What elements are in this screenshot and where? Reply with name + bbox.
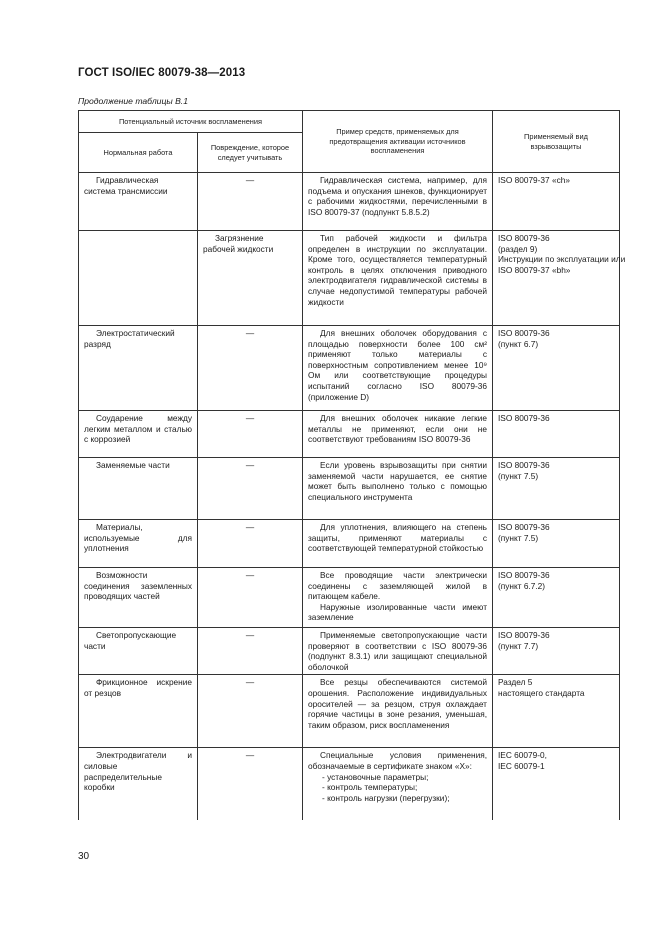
damage-cell: — <box>198 458 303 520</box>
table-row <box>79 748 620 820</box>
table-row <box>79 173 620 231</box>
prevention-means-cell: Гидравлическая система, например, для подъема и опускания шнеков, функционирует с рабочими жидкостями, перечисленными в ISO 80079-37 (подпункт 5.8.5.2) <box>303 173 493 231</box>
header-damage: Повреждение, которое следует учитывать <box>198 133 303 173</box>
damage-cell: — <box>198 568 303 628</box>
damage-cell: — <box>198 628 303 675</box>
ignition-sources-table <box>78 110 626 820</box>
page-number: 30 <box>78 851 90 862</box>
document-title: ГОСТ ISO/IEC 80079-38—2013 <box>78 67 246 79</box>
prevention-means-cell: Все резцы обеспечиваются системой орошения. Расположение индивидуальных оросителей — за резцом, струя охлаждает горячие частицы в зоне резания, уменьшая, таким образом, риск воспламенения <box>303 675 493 748</box>
protection-type-cell: ISO 80079-36 (пункт 6.7.2) <box>493 568 620 628</box>
prevention-means-cell: Для внешних оболочек никакие легкие металлы не применяют, если они не соответствуют требованиям ISO 80079-36 <box>303 411 493 458</box>
damage-cell: — <box>198 748 303 820</box>
conditions-list <box>308 772 487 804</box>
damage-cell: Загрязнение рабочей жидкости <box>198 231 303 326</box>
damage-cell: — <box>198 173 303 231</box>
normal-operation-cell: Возможности соединения заземленных проводящих частей <box>79 568 198 628</box>
prevention-means-cell <box>303 748 493 820</box>
list-item: - контроль нагрузки (перегрузки); <box>322 793 487 804</box>
protection-type-cell: ISO 80079-36 (пункт 7.5) <box>493 458 620 520</box>
prevention-means-cell: Тип рабочей жидкости и фильтра определен в инструкции по эксплуатации. Кроме того, осуществляется температурный контроль в целях отключения приводного электродвигателя гидравлической системы в случае недопустимой температуры рабочей жидкости <box>303 231 493 326</box>
header-protection-type: Применяемый вид взрывозащиты <box>493 111 620 173</box>
list-item: - установочные параметры; <box>322 772 487 783</box>
normal-operation-cell: Заменяемые части <box>79 458 198 520</box>
header-prevention-means: Пример средств, применяемых для предотвращения активации источников воспламенения <box>303 111 493 173</box>
table-row <box>79 326 620 411</box>
protection-type-cell: Раздел 5 настоящего стандарта <box>493 675 620 748</box>
normal-operation-cell: Фрикционное искрение от резцов <box>79 675 198 748</box>
protection-type-cell: ISO 80079-36 (раздел 9) Инструкции по эксплуатации или ISO 80079-37 «bh» <box>493 231 620 326</box>
normal-operation-cell: Материалы, используемые для уплотнения <box>79 520 198 568</box>
protection-type-cell: ISO 80079-37 «ch» <box>493 173 620 231</box>
table-row <box>79 411 620 458</box>
table-row <box>79 231 620 326</box>
prevention-means-text: Специальные условия применения, обозначаемые в сертификате знаком «Х»: <box>308 750 487 771</box>
normal-operation-cell: Светопропускающие части <box>79 628 198 675</box>
prevention-means-extra: Наружные изолированные части имеют заземление <box>308 601 487 623</box>
list-item: - контроль температуры; <box>322 782 487 793</box>
table-caption: Продолжение таблицы В.1 <box>78 96 188 106</box>
damage-cell: — <box>198 411 303 458</box>
normal-operation-cell <box>79 231 198 326</box>
table-row <box>79 628 620 675</box>
damage-cell: — <box>198 326 303 411</box>
prevention-means-cell: Применяемые светопропускающие части проверяют в соответствии с ISO 80079-36 (подпункт 8.3.1) или защищают специальной оболочкой <box>303 628 493 675</box>
table-row <box>79 675 620 748</box>
header-source-group: Потенциальный источник воспламенения <box>79 111 303 133</box>
table-row <box>79 520 620 568</box>
normal-operation-cell: Электродвигатели и силовые распределительные коробки <box>79 748 198 820</box>
protection-type-cell: ISO 80079-36 (пункт 7.5) <box>493 520 620 568</box>
damage-cell: — <box>198 675 303 748</box>
prevention-means-cell: Если уровень взрывозащиты при снятии заменяемой части нарушается, ее снятие может быть выполнено только с помощью специального инструмента <box>303 458 493 520</box>
table-row <box>79 458 620 520</box>
protection-type-cell: ISO 80079-36 <box>493 411 620 458</box>
damage-cell: — <box>198 520 303 568</box>
protection-type-cell: ISO 80079-36 (пункт 6.7) <box>493 326 620 411</box>
normal-operation-cell: Электростатический разряд <box>79 326 198 411</box>
prevention-means-cell: Для уплотнения, влияющего на степень защиты, применяют материалы с соответствующей температурной стойкостью <box>303 520 493 568</box>
prevention-means-cell <box>303 568 493 628</box>
protection-type-cell: ISO 80079-36 (пункт 7.7) <box>493 628 620 675</box>
table-row <box>79 568 620 628</box>
prevention-means-cell: Для внешних оболочек оборудования с площадью поверхности более 100 см² применяют только материалы с поверхностным сопротивлением менее 10⁹ Ом или соответствующие процедуры испытаний согласно ISO 80079-36 (приложение D) <box>303 326 493 411</box>
header-normal-operation: Нормальная работа <box>79 133 198 173</box>
protection-type-cell: IEC 60079-0, IEC 60079-1 <box>493 748 620 820</box>
normal-operation-cell: Соударение между легким металлом и сталью с коррозией <box>79 411 198 458</box>
prevention-means-text: Все проводящие части электрически соединены с заземляющей жилой в питающем кабеле. <box>308 570 487 602</box>
normal-operation-cell: Гидравлическая система трансмиссии <box>79 173 198 231</box>
